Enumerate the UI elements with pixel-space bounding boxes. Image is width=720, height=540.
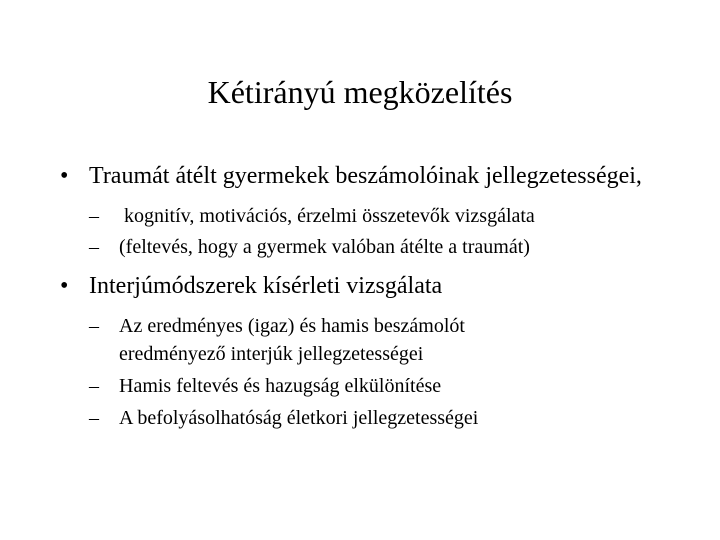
bullet-text: Traumát átélt gyermekek beszámolóinak jellegzetességei,	[89, 163, 642, 189]
bullet-icon: •	[60, 163, 69, 189]
dash-icon: –	[89, 315, 99, 337]
sub-bullet-text: kognitív, motivációs, érzelmi összetevők vizsgálata	[119, 205, 535, 227]
bullet-item	[60, 271, 690, 301]
bullet-text: Interjúmódszerek kísérleti vizsgálata	[89, 273, 443, 299]
sub-bullet-item	[60, 312, 539, 368]
dash-icon: –	[89, 236, 99, 258]
sub-bullet-text: Hamis feltevés és hazugság elkülönítése	[119, 375, 442, 397]
dash-icon: –	[89, 205, 99, 227]
sub-bullet-item	[60, 404, 690, 432]
sub-bullet-text: Az eredményes (igaz) és hamis beszámolót eredményező interjúk jellegzetességei	[119, 315, 465, 365]
sub-bullet-item	[60, 233, 690, 261]
bullet-item	[60, 161, 690, 191]
dash-icon: –	[89, 375, 99, 397]
dash-icon: –	[89, 407, 99, 429]
slide-title: Kétirányú megközelítés	[207, 74, 513, 110]
sub-bullet-text: (feltevés, hogy a gyermek valóban átélte a traumát)	[119, 236, 530, 258]
sub-bullet-item	[60, 372, 690, 400]
bullet-icon: •	[60, 273, 69, 299]
slide-content	[60, 161, 690, 432]
sub-bullet-text: A befolyásolhatóság életkori jellegzetességei	[119, 407, 479, 429]
sub-bullet-item	[60, 202, 690, 230]
